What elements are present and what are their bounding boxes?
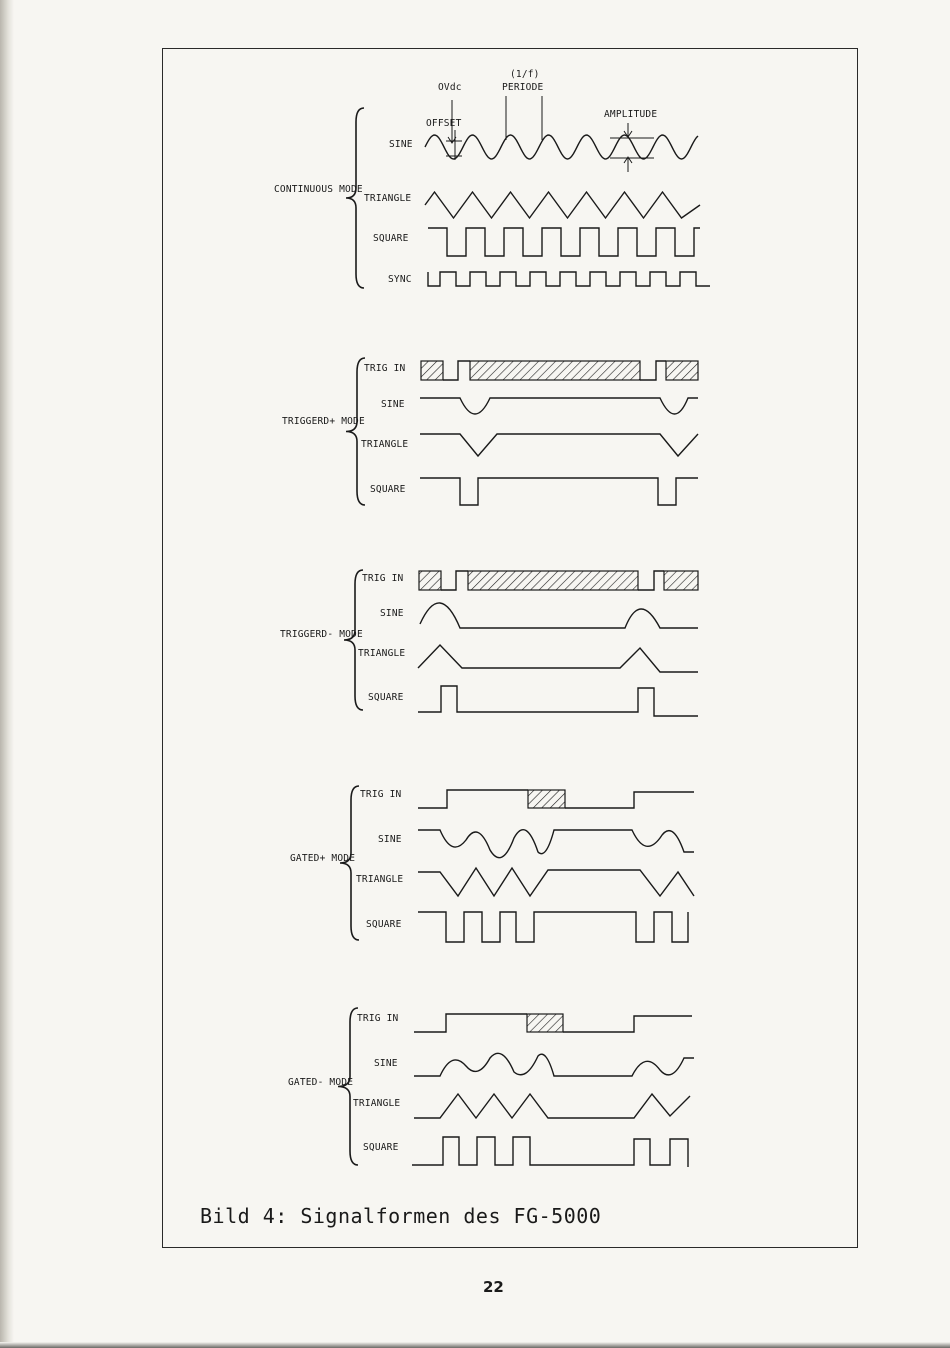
square-wave: [420, 478, 698, 505]
triangle-wave: [418, 645, 698, 672]
square-wave: [428, 228, 700, 256]
triangle-wave: [418, 868, 694, 896]
signal-label-square: SQUARE: [373, 233, 409, 244]
signal-label-sine: SINE: [380, 608, 404, 619]
sync-wave: [428, 272, 710, 286]
mode-label-triggerd-minus: TRIGGERD- MODE: [280, 629, 363, 640]
trig-in-line: [414, 1014, 527, 1032]
signal-label-triangle: TRIANGLE: [356, 874, 404, 885]
period-markers: [506, 96, 542, 140]
signal-label-sine: SINE: [374, 1058, 398, 1069]
trig-in-line: [418, 790, 528, 808]
signal-label-triangle: TRIANGLE: [353, 1098, 401, 1109]
offset-label: OFFSET: [426, 118, 462, 129]
ovdc-label: OVdc: [438, 82, 462, 93]
trig-in-hatched-pulse: [468, 571, 638, 590]
period-f-label: (1/f): [510, 69, 540, 80]
square-wave: [418, 912, 688, 942]
trig-in-edge: [443, 361, 470, 380]
signal-label-trig-in: TRIG IN: [362, 573, 404, 584]
trig-in-hatched-pulse: [664, 571, 698, 590]
sine-wave: [420, 603, 698, 628]
signal-label-sync: SYNC: [388, 274, 412, 285]
amplitude-markers: [610, 138, 654, 158]
trig-in-hatched-pulse: [528, 790, 565, 808]
square-wave: [412, 1137, 688, 1167]
signal-label-triangle: TRIANGLE: [361, 439, 409, 450]
sine-wave: [420, 398, 698, 414]
sine-wave: [418, 830, 694, 858]
triangle-wave: [414, 1094, 690, 1118]
signal-label-square: SQUARE: [368, 692, 404, 703]
trig-in-hatched-pulse: [419, 571, 441, 590]
signal-label-trig-in: TRIG IN: [360, 789, 402, 800]
mode-label-gated-minus: GATED- MODE: [288, 1077, 354, 1088]
triangle-wave: [425, 192, 700, 218]
figure-caption: Bild 4: Signalformen des FG-5000: [200, 1204, 602, 1228]
square-wave: [418, 686, 698, 716]
mode-label-triggerd-plus: TRIGGERD+ MODE: [282, 416, 365, 427]
signal-label-square: SQUARE: [363, 1142, 399, 1153]
trig-in-line: [563, 1016, 692, 1032]
mode-brace: [344, 570, 363, 710]
trig-in-hatched-pulse: [527, 1014, 563, 1032]
trig-in-line: [565, 792, 694, 808]
mode-label-continuous: CONTINUOUS MODE: [274, 184, 363, 195]
sine-wave: [414, 1053, 694, 1076]
signal-label-square: SQUARE: [370, 484, 406, 495]
signal-label-sine: SINE: [389, 139, 413, 150]
mode-brace: [346, 108, 364, 288]
trig-in-edge: [638, 571, 664, 590]
page-number: 22: [483, 1278, 504, 1296]
signal-label-sine: SINE: [381, 399, 405, 410]
period-label: PERIODE: [502, 82, 544, 93]
signal-label-triangle: TRIANGLE: [364, 193, 412, 204]
mode-label-gated-plus: GATED+ MODE: [290, 853, 356, 864]
signal-label-square: SQUARE: [366, 919, 402, 930]
signal-label-trig-in: TRIG IN: [364, 363, 406, 374]
triangle-wave: [420, 434, 698, 456]
trig-in-edge: [441, 571, 468, 590]
signal-label-triangle: TRIANGLE: [358, 648, 406, 659]
signal-label-sine: SINE: [378, 834, 402, 845]
sine-wave: [425, 135, 698, 159]
trig-in-hatched-pulse: [666, 361, 698, 380]
trig-in-hatched-pulse: [421, 361, 443, 380]
signal-label-trig-in: TRIG IN: [357, 1013, 399, 1024]
amplitude-label: AMPLITUDE: [604, 109, 658, 120]
trig-in-hatched-pulse: [470, 361, 640, 380]
mode-brace: [346, 358, 365, 505]
trig-in-edge: [640, 361, 666, 380]
